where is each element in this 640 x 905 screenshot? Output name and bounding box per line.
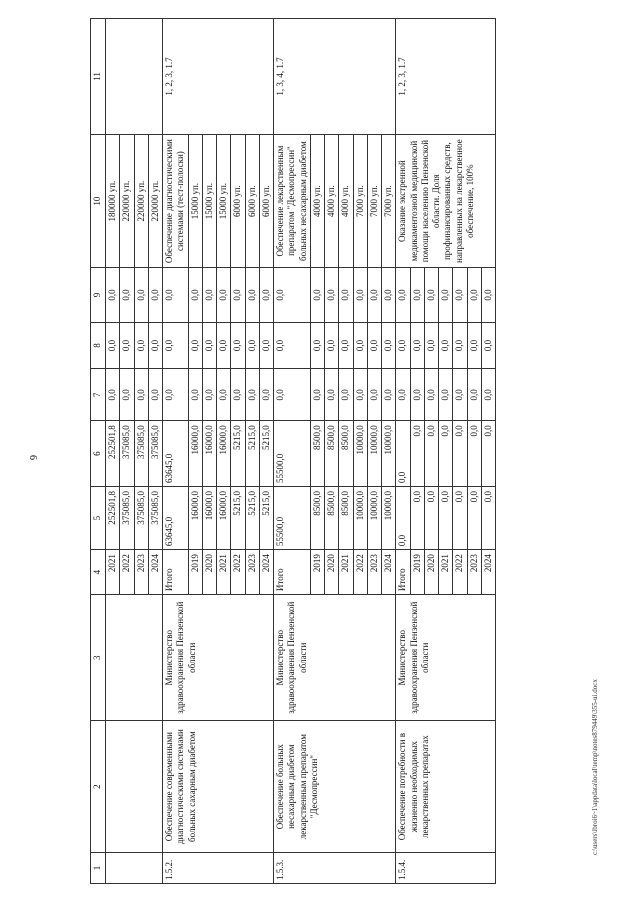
empty-cell [106, 852, 163, 883]
amount-regional-cell: 10000,0 [382, 421, 396, 487]
year-cell: 2022 [120, 550, 134, 595]
amount-cell: 0,0 [274, 322, 311, 369]
empty-cell [106, 19, 163, 135]
empty-cell [106, 595, 163, 721]
result-cell: 220000 уп. [148, 135, 162, 268]
year-cell: 2021 [339, 550, 353, 595]
amount-total-cell: 10000,0 [367, 487, 381, 550]
amount-cell: 0,0 [325, 322, 339, 369]
amount-cell: 0,0 [339, 268, 353, 322]
amount-regional-cell: 16000,0 [217, 421, 231, 487]
amount-cell: 0,0 [481, 369, 495, 421]
amount-regional-cell: 16000,0 [202, 421, 216, 487]
amount-cell: 0,0 [134, 322, 148, 369]
table-container [90, 18, 612, 884]
amount-cell: 0,0 [231, 322, 245, 369]
amount-cell: 0,0 [353, 268, 367, 322]
amount-cell: 0,0 [202, 322, 216, 369]
result-cell: 15000 уп. [188, 135, 202, 268]
amount-cell: 0,0 [310, 369, 324, 421]
total-label: Итого [396, 550, 410, 595]
amount-cell: 0,0 [382, 369, 396, 421]
amount-total-cell: 16000,0 [188, 487, 202, 550]
result-description: Оказание экстренной медикаментозной медицинской помощи населению Пензенской области. Доля профинансированных средств, направленных на лекарственное обеспечение, 100% [396, 135, 496, 268]
amount-total-cell: 8500,0 [339, 487, 353, 550]
amount-cell: 0,0 [259, 322, 273, 369]
amount-regional-cell: 0,0 [396, 421, 410, 487]
amount-regional-cell: 0,0 [481, 421, 495, 487]
page-number: 6 [27, 455, 38, 460]
year-cell: 2021 [106, 550, 120, 595]
amount-total-cell: 8500,0 [310, 487, 324, 550]
amount-regional-cell: 0,0 [467, 421, 481, 487]
table-row [106, 19, 120, 884]
amount-cell: 0,0 [467, 322, 481, 369]
column-number-header: 9 [91, 268, 106, 322]
amount-total-cell: 0,0 [467, 487, 481, 550]
amount-cell: 0,0 [274, 268, 311, 322]
amount-total-cell: 0,0 [481, 487, 495, 550]
amount-total-cell: 10000,0 [382, 487, 396, 550]
result-cell: 4000 уп. [325, 135, 339, 268]
amount-cell: 0,0 [339, 369, 353, 421]
section-total-row [274, 19, 311, 884]
amount-cell: 0,0 [231, 369, 245, 421]
amount-cell: 0,0 [481, 322, 495, 369]
year-cell: 2020 [325, 550, 339, 595]
amount-cell: 0,0 [439, 369, 453, 421]
amount-cell: 0,0 [217, 369, 231, 421]
amount-cell: 0,0 [310, 268, 324, 322]
budget-table [90, 18, 496, 884]
section-total-row [396, 19, 410, 884]
year-cell: 2024 [481, 550, 495, 595]
amount-cell: 0,0 [367, 322, 381, 369]
amount-total-cell: 375085,0 [134, 487, 148, 550]
result-cell: 6000 уп. [245, 135, 259, 268]
column-number-header: 10 [91, 135, 106, 268]
amount-total-cell: 0,0 [453, 487, 467, 550]
amount-cell: 0,0 [396, 369, 410, 421]
amount-regional-cell: 5215,0 [259, 421, 273, 487]
amount-regional-cell: 375085,0 [148, 421, 162, 487]
result-cell: 4000 уп. [310, 135, 324, 268]
amount-cell: 0,0 [325, 268, 339, 322]
indicator-numbers: 1, 2, 3, 1.7 [163, 19, 274, 135]
year-cell: 2023 [367, 550, 381, 595]
indicator-numbers: 1, 3, 4, 1.7 [274, 19, 396, 135]
amount-cell: 0,0 [325, 369, 339, 421]
amount-cell: 0,0 [396, 268, 410, 322]
amount-cell: 0,0 [106, 268, 120, 322]
amount-cell: 0,0 [120, 369, 134, 421]
amount-total-cell: 0,0 [424, 487, 438, 550]
table-body [106, 19, 496, 884]
year-cell: 2021 [217, 550, 231, 595]
total-label: Итого [274, 550, 311, 595]
year-cell: 2019 [410, 550, 424, 595]
year-cell: 2023 [467, 550, 481, 595]
amount-cell: 0,0 [367, 268, 381, 322]
amount-cell: 0,0 [106, 322, 120, 369]
amount-cell: 0,0 [217, 268, 231, 322]
amount-cell: 0,0 [163, 369, 189, 421]
amount-cell: 0,0 [353, 369, 367, 421]
amount-cell: 0,0 [245, 369, 259, 421]
amount-cell: 0,0 [424, 268, 438, 322]
amount-cell: 0,0 [410, 268, 424, 322]
executor-name: Министерство здравоохранения Пензенской области [396, 595, 496, 721]
amount-cell: 0,0 [202, 369, 216, 421]
amount-regional-cell: 0,0 [439, 421, 453, 487]
amount-total-cell: 5215,0 [245, 487, 259, 550]
amount-regional-cell: 5215,0 [231, 421, 245, 487]
amount-cell: 0,0 [134, 268, 148, 322]
result-cell: 180000 уп. [106, 135, 120, 268]
amount-cell: 0,0 [148, 322, 162, 369]
column-number-header: 7 [91, 369, 106, 421]
amount-total-cell: 252501,8 [106, 487, 120, 550]
activity-name: Обеспечение больных несахарным диабетом лекарственным препаратом "Десмопрессин" [274, 721, 396, 852]
result-cell: 4000 уп. [339, 135, 353, 268]
column-number-header: 8 [91, 322, 106, 369]
year-cell: 2024 [382, 550, 396, 595]
amount-cell: 0,0 [424, 322, 438, 369]
amount-cell: 0,0 [396, 322, 410, 369]
indicator-numbers: 1, 2, 3, 1.7 [396, 19, 496, 135]
amount-cell: 0,0 [410, 322, 424, 369]
header-row [91, 19, 106, 884]
amount-regional-cell: 16000,0 [188, 421, 202, 487]
result-cell: 6000 уп. [231, 135, 245, 268]
amount-total-cell: 375085,0 [120, 487, 134, 550]
activity-name: Обеспечение современными диагностическими системами больных сахарным диабетом [163, 721, 274, 852]
year-cell: 2019 [310, 550, 324, 595]
amount-cell: 0,0 [424, 369, 438, 421]
column-number-header: 11 [91, 19, 106, 135]
amount-cell: 0,0 [188, 322, 202, 369]
amount-regional-cell: 10000,0 [353, 421, 367, 487]
amount-total-cell: 10000,0 [353, 487, 367, 550]
result-cell: 15000 уп. [202, 135, 216, 268]
amount-cell: 0,0 [274, 369, 311, 421]
column-number-header: 3 [91, 595, 106, 721]
column-number-header: 1 [91, 852, 106, 883]
amount-cell: 0,0 [188, 369, 202, 421]
amount-cell: 0,0 [453, 369, 467, 421]
result-cell: 220000 уп. [120, 135, 134, 268]
result-cell: 220000 уп. [134, 135, 148, 268]
amount-cell: 0,0 [439, 322, 453, 369]
amount-cell: 0,0 [217, 322, 231, 369]
amount-cell: 0,0 [382, 268, 396, 322]
amount-cell: 0,0 [453, 322, 467, 369]
amount-cell: 0,0 [134, 369, 148, 421]
year-cell: 2022 [353, 550, 367, 595]
year-cell: 2024 [259, 550, 273, 595]
year-cell: 2024 [148, 550, 162, 595]
result-cell: 7000 уп. [367, 135, 381, 268]
amount-regional-cell: 375085,0 [120, 421, 134, 487]
amount-total-cell: 0,0 [439, 487, 453, 550]
section-number: 1.5.4. [396, 852, 496, 883]
year-cell: 2023 [245, 550, 259, 595]
executor-name: Министерство здравоохранения Пензенской области [274, 595, 396, 721]
amount-cell: 0,0 [410, 369, 424, 421]
column-number-header: 2 [91, 721, 106, 852]
amount-cell: 0,0 [120, 322, 134, 369]
amount-cell: 0,0 [163, 322, 189, 369]
column-number-header: 4 [91, 550, 106, 595]
year-cell: 2019 [188, 550, 202, 595]
amount-cell: 0,0 [148, 369, 162, 421]
amount-cell: 0,0 [231, 268, 245, 322]
amount-total-cell: 16000,0 [202, 487, 216, 550]
amount-cell: 0,0 [453, 268, 467, 322]
amount-regional-cell: 8500,0 [310, 421, 324, 487]
amount-regional-cell: 5215,0 [245, 421, 259, 487]
result-cell: 6000 уп. [259, 135, 273, 268]
result-description: Обеспечение диагностическими системами (тест-полоски) [163, 135, 189, 268]
activity-name: Обеспечение потребности в жизненно необходимых лекарственных препаратах [396, 721, 496, 852]
amount-cell: 0,0 [259, 268, 273, 322]
amount-cell: 0,0 [481, 268, 495, 322]
amount-cell: 0,0 [163, 268, 189, 322]
amount-total-cell: 63645,0 [163, 487, 189, 550]
amount-total-cell: 16000,0 [217, 487, 231, 550]
total-label: Итого [163, 550, 189, 595]
amount-cell: 0,0 [245, 268, 259, 322]
amount-total-cell: 375085,0 [148, 487, 162, 550]
amount-regional-cell: 8500,0 [339, 421, 353, 487]
column-number-header: 6 [91, 421, 106, 487]
amount-total-cell: 0,0 [410, 487, 424, 550]
amount-total-cell: 55500,0 [274, 487, 311, 550]
section-number: 1.5.3. [274, 852, 396, 883]
year-cell: 2022 [231, 550, 245, 595]
amount-regional-cell: 10000,0 [367, 421, 381, 487]
result-cell: 7000 уп. [353, 135, 367, 268]
amount-cell: 0,0 [188, 268, 202, 322]
amount-cell: 0,0 [467, 268, 481, 322]
amount-cell: 0,0 [148, 268, 162, 322]
amount-cell: 0,0 [120, 268, 134, 322]
amount-cell: 0,0 [353, 322, 367, 369]
amount-cell: 0,0 [259, 369, 273, 421]
year-cell: 2022 [453, 550, 467, 595]
amount-cell: 0,0 [382, 322, 396, 369]
amount-regional-cell: 0,0 [453, 421, 467, 487]
amount-cell: 0,0 [439, 268, 453, 322]
result-description: Обеспечение лекарственным препаратом "Десмопрессин" больных несахарным диабетом [274, 135, 311, 268]
executor-name: Министерство здравоохранения Пензенской области [163, 595, 274, 721]
empty-cell [106, 721, 163, 852]
amount-total-cell: 5215,0 [231, 487, 245, 550]
year-cell: 2023 [134, 550, 148, 595]
amount-cell: 0,0 [367, 369, 381, 421]
amount-cell: 0,0 [339, 322, 353, 369]
amount-regional-cell: 252501,8 [106, 421, 120, 487]
amount-total-cell: 8500,0 [325, 487, 339, 550]
amount-cell: 0,0 [106, 369, 120, 421]
section-total-row [163, 19, 189, 884]
year-cell: 2020 [424, 550, 438, 595]
column-number-header: 5 [91, 487, 106, 550]
year-cell: 2020 [202, 550, 216, 595]
amount-regional-cell: 8500,0 [325, 421, 339, 487]
section-number: 1.5.2. [163, 852, 274, 883]
amount-cell: 0,0 [310, 322, 324, 369]
result-cell: 15000 уп. [217, 135, 231, 268]
result-cell: 7000 уп. [382, 135, 396, 268]
amount-total-cell: 0,0 [396, 487, 410, 550]
year-cell: 2021 [439, 550, 453, 595]
amount-cell: 0,0 [245, 322, 259, 369]
amount-regional-cell: 375085,0 [134, 421, 148, 487]
amount-regional-cell: 55500,0 [274, 421, 311, 487]
amount-cell: 0,0 [202, 268, 216, 322]
amount-regional-cell: 0,0 [424, 421, 438, 487]
amount-total-cell: 5215,0 [259, 487, 273, 550]
amount-cell: 0,0 [467, 369, 481, 421]
amount-regional-cell: 63645,0 [163, 421, 189, 487]
footer-file-path: c:\users\ibroi6~1\appdata\local\temp\notes879449\355-ui.docx [591, 679, 599, 855]
amount-regional-cell: 0,0 [410, 421, 424, 487]
